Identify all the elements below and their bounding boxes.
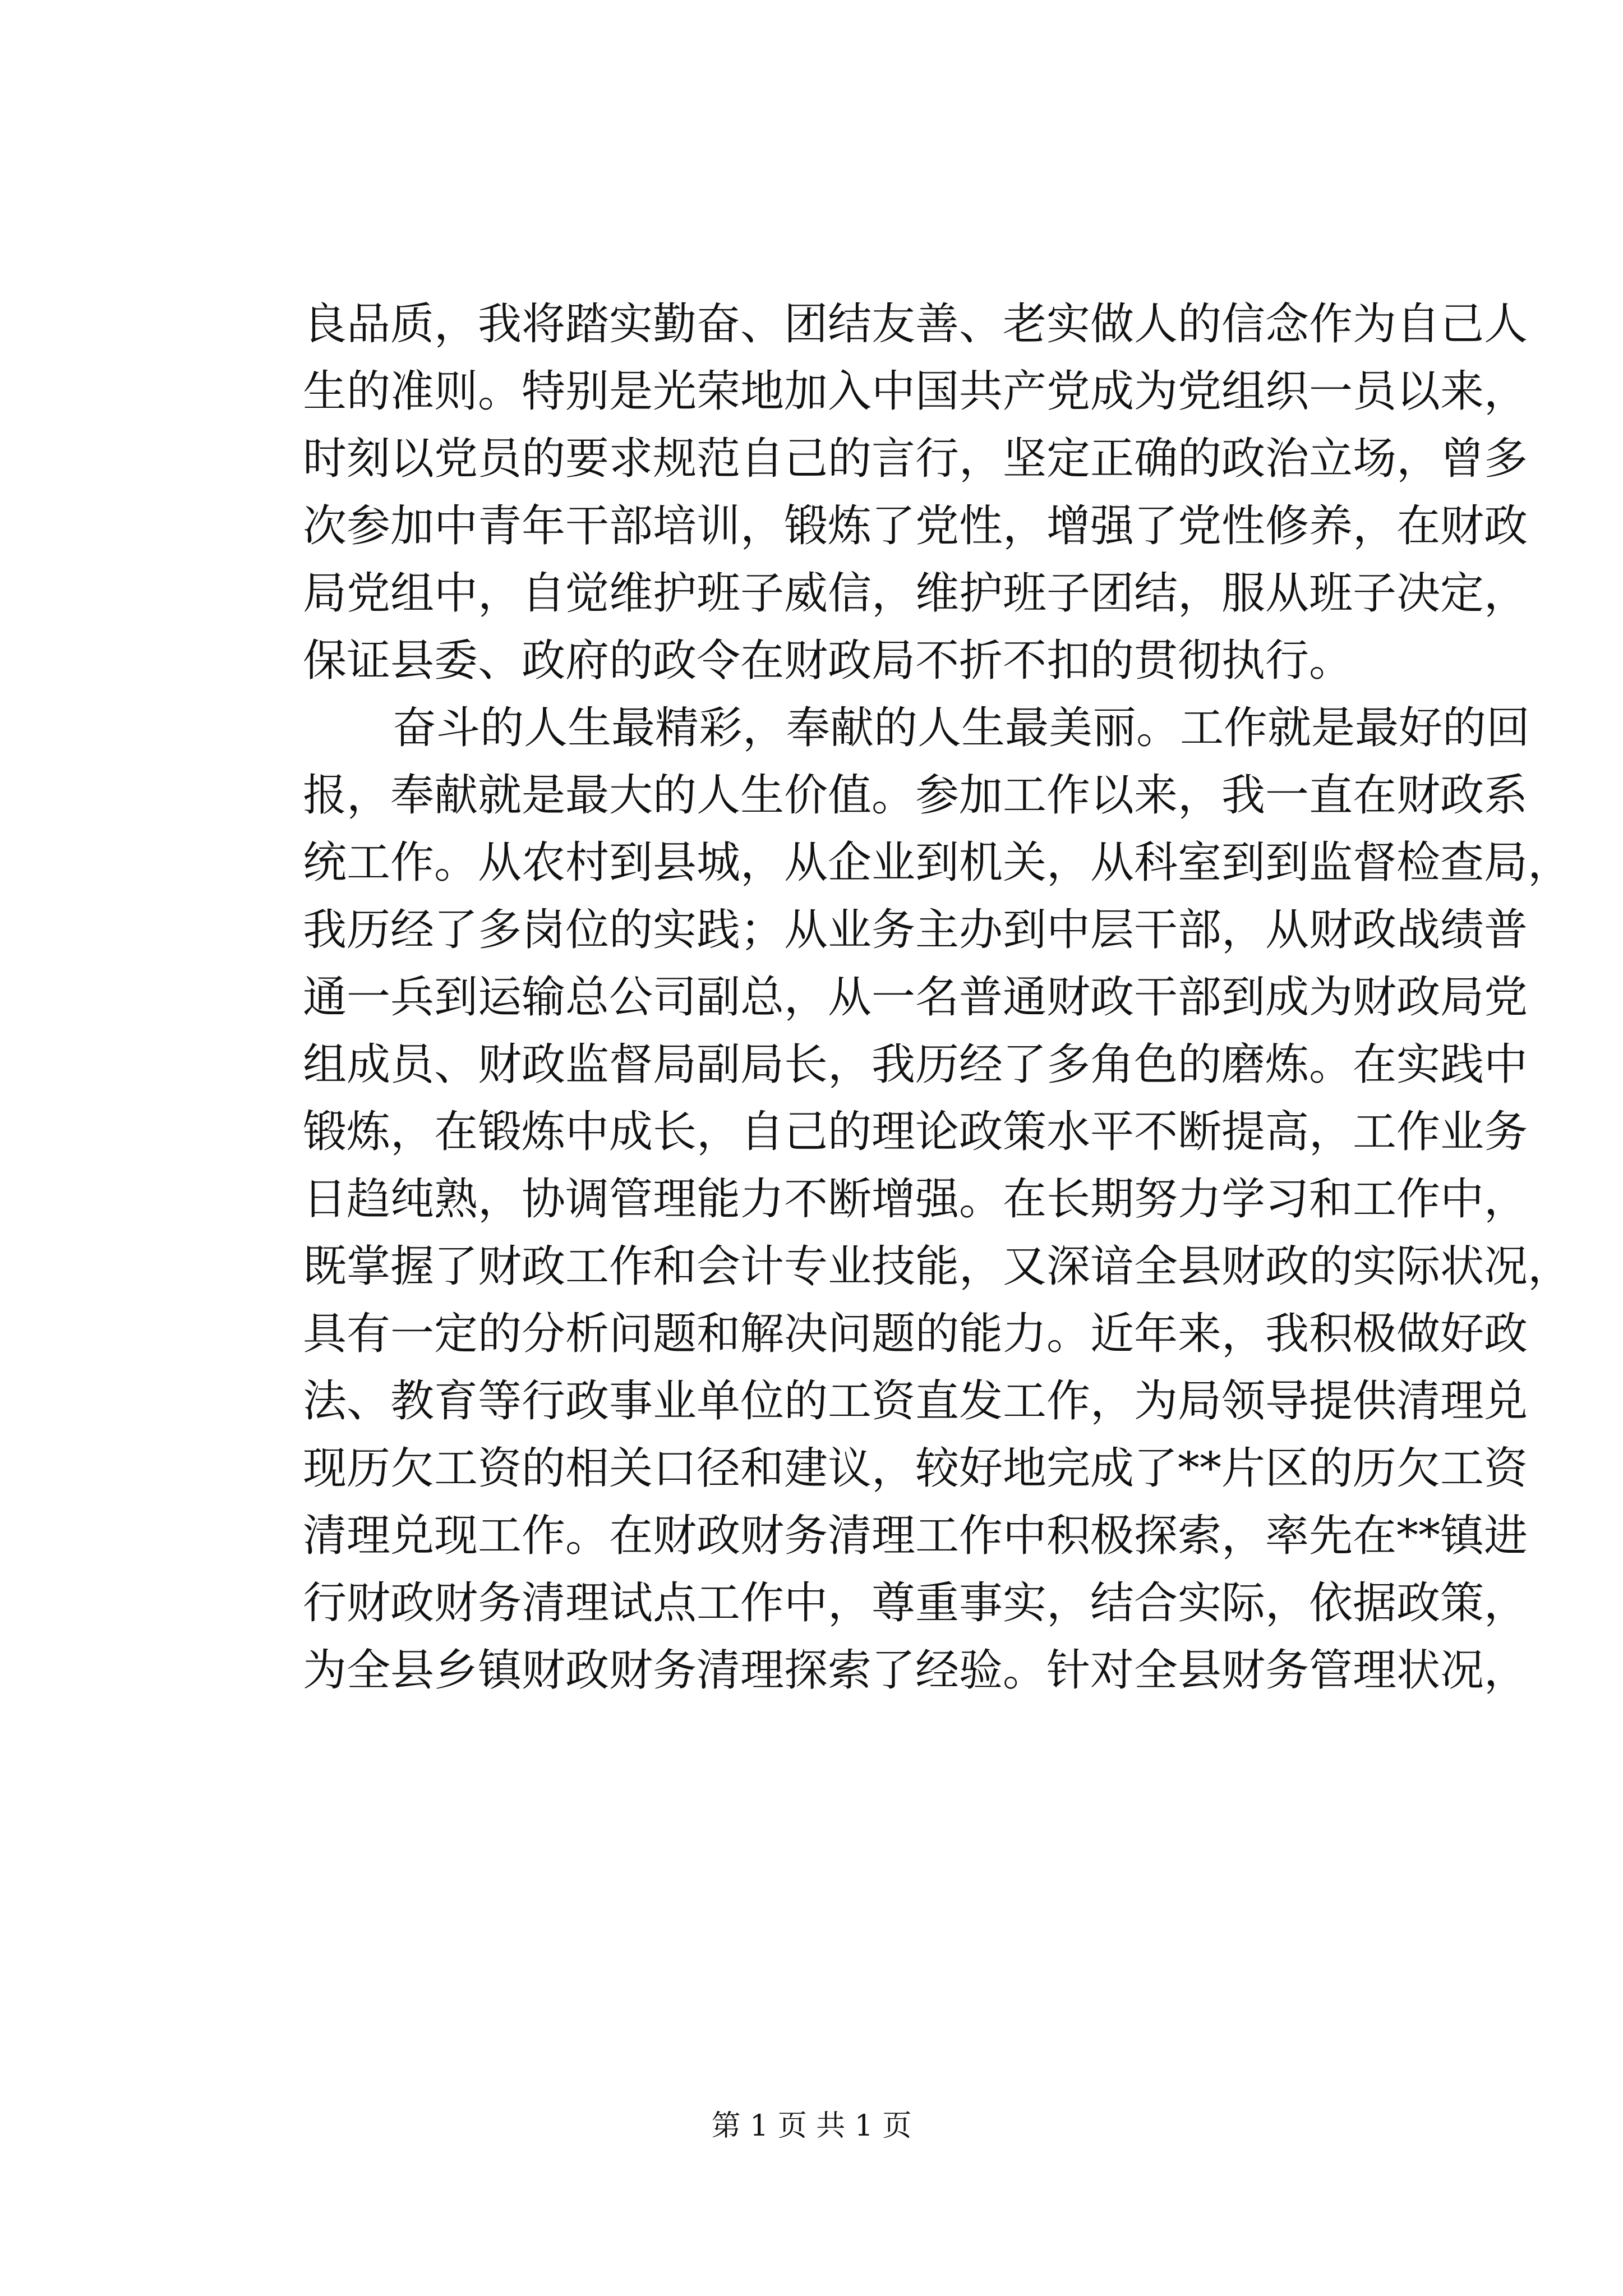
text-line: 组成员、财政监督局副局长，我历经了多角色的磨炼。在实践中: [303, 1039, 1528, 1090]
text-line: 锻炼，在锻炼中成长，自己的理论政策水平不断提高，工作业务: [303, 1107, 1528, 1157]
text-line: 我历经了多岗位的实践；从业务主办到中层干部，从财政战绩普: [303, 905, 1528, 955]
document-body: [303, 291, 1572, 1704]
text-line: 日趋纯熟，协调管理能力不断增强。在长期努力学习和工作中，: [303, 1174, 1528, 1225]
text-line: 行财政财务清理试点工作中，尊重事实，结合实际，依据政策，: [303, 1578, 1528, 1628]
paragraph-2: [303, 694, 1572, 1704]
page-number-footer: 第 1 页 共 1 页: [711, 2109, 912, 2143]
text-line: 法、教育等行政事业单位的工资直发工作，为局领导提供清理兑: [303, 1376, 1528, 1427]
text-line: 时刻以党员的要求规范自己的言行，坚定正确的政治立场，曾多: [303, 434, 1528, 484]
text-line: 保证县委、政府的政令在财政局不折不扣的贯彻执行。: [303, 636, 1353, 686]
text-line: 次参加中青年干部培训，锻炼了党性，增强了党性修养，在财政: [303, 501, 1528, 551]
text-line: 具有一定的分析问题和解决问题的能力。近年来，我积极做好政: [303, 1309, 1528, 1359]
paragraph-1: [303, 291, 1528, 694]
text-line: 报，奉献就是最大的人生价值。参加工作以来，我一直在财政系: [303, 770, 1528, 821]
text-line: 良品质，我将踏实勤奋、团结友善、老实做人的信念作为自己人: [303, 299, 1528, 349]
text-line: 现历欠工资的相关口径和建议，较好地完成了**片区的历欠工资: [303, 1443, 1528, 1494]
text-line: 统工作。从农村到县城，从企业到机关，从科室到到监督检查局，: [303, 838, 1572, 888]
text-line: 生的准则。特别是光荣地加入中国共产党成为党组织一员以来，: [303, 366, 1528, 417]
text-line: 通一兵到运输总公司副总，从一名普通财政干部到成为财政局党: [303, 972, 1528, 1023]
text-line: 既掌握了财政工作和会计专业技能，又深谙全县财政的实际状况，: [303, 1241, 1572, 1292]
text-line: 为全县乡镇财政财务清理探索了经验。针对全县财务管理状况，: [303, 1645, 1528, 1696]
text-line: 奋斗的人生最精彩，奉献的人生最美丽。工作就是最好的回: [393, 703, 1530, 753]
text-line: 局党组中，自觉维护班子威信，维护班子团结，服从班子决定，: [303, 568, 1528, 619]
text-line: 清理兑现工作。在财政财务清理工作中积极探索，率先在**镇进: [303, 1511, 1528, 1561]
